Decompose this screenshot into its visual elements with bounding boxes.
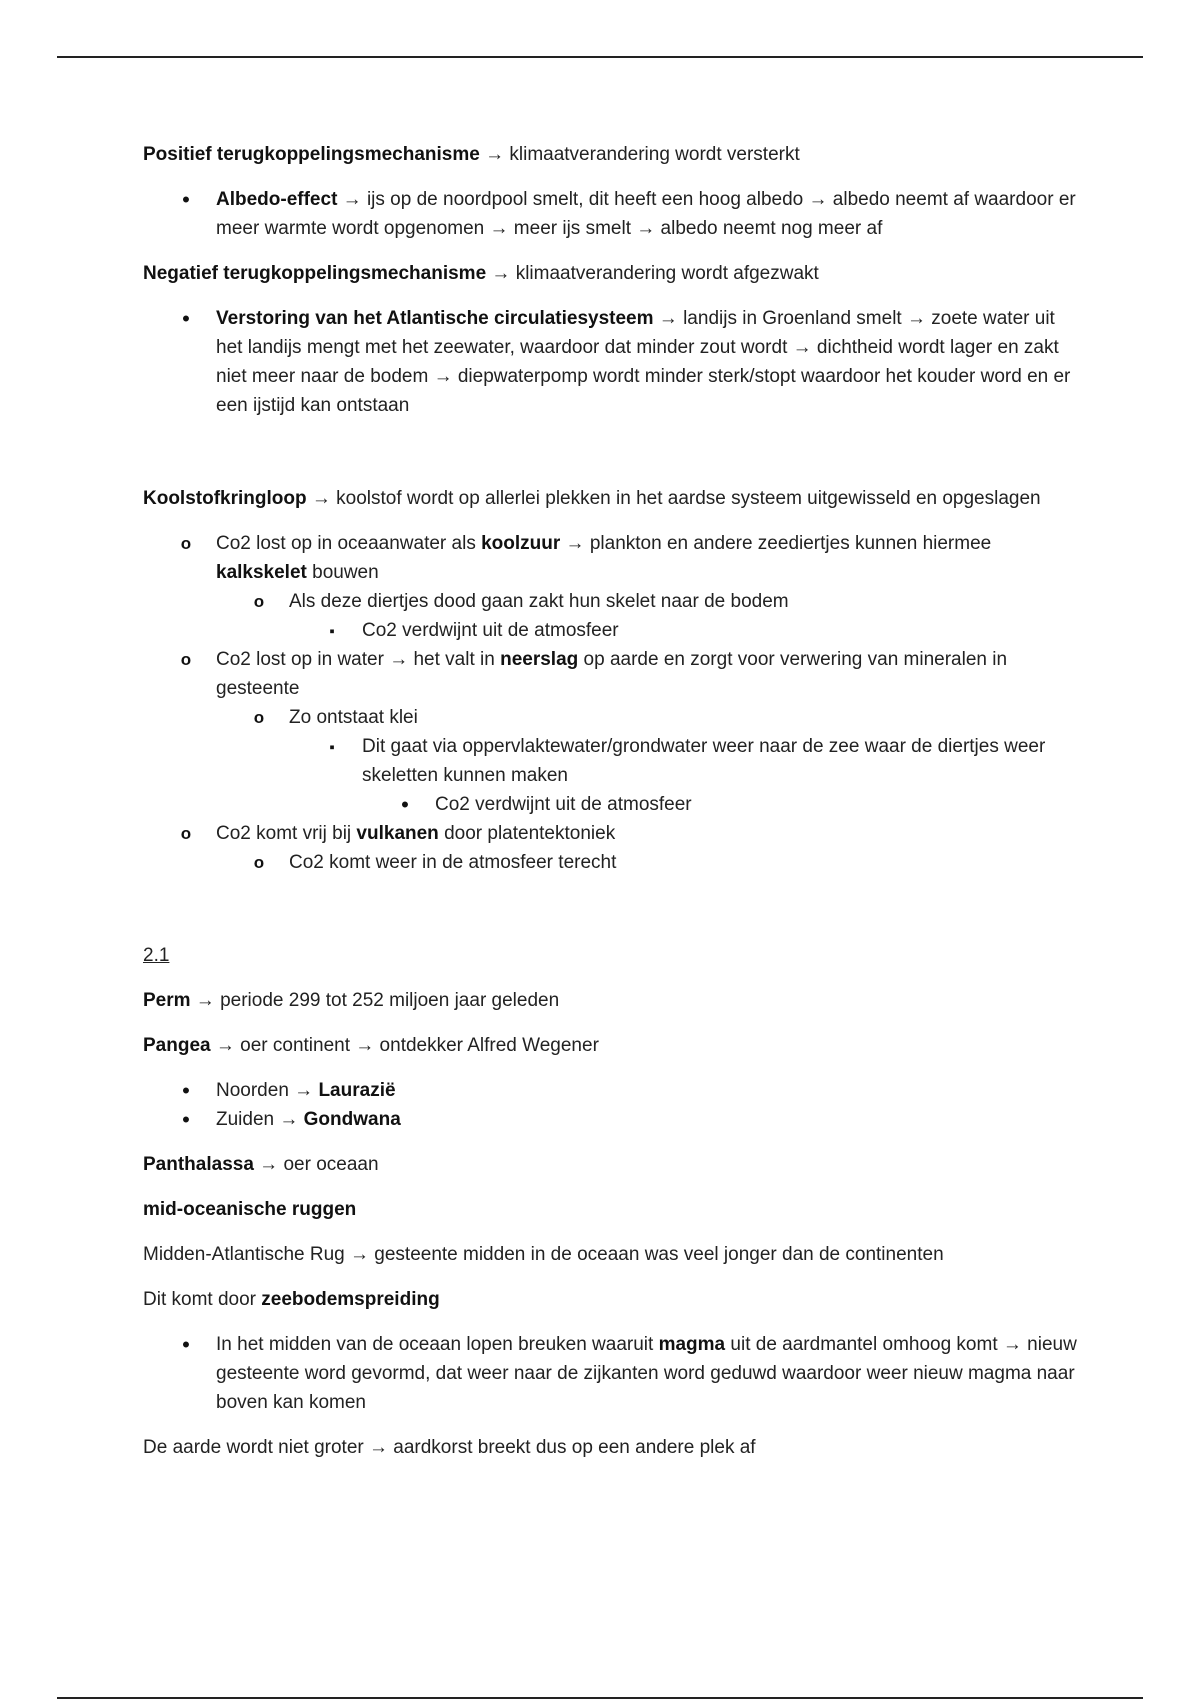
text-run: Midden-Atlantische Rug → gesteente midden in de oceaan was veel jonger dan de continenten (143, 1244, 944, 1265)
bold-term: mid-oceanische ruggen (143, 1199, 357, 1220)
text-run: Co2 verdwijnt uit de atmosfeer (435, 794, 692, 815)
text-run: Als deze diertjes dood gaan zakt hun skelet naar de bodem (289, 591, 789, 612)
text-run: → landijs in Groenland smelt → zoete water uit het landijs mengt met het zeewater, waardoor dat minder zout wordt → dichtheid wordt lager en zakt niet meer naar de bodem → diepwaterpomp wordt minder sterk/stopt waardoor het kouder word en er een ijstijd kan ontstaan (216, 308, 1071, 416)
bullet-bullet-icon (176, 1076, 196, 1107)
text-run: Co2 verdwijnt uit de atmosfeer (362, 620, 619, 641)
bold-term: Perm (143, 990, 191, 1011)
bullet-bullet-icon (176, 185, 196, 216)
section-spacer (143, 893, 1083, 941)
section-spacer (143, 436, 1083, 484)
paragraph (143, 1433, 1083, 1462)
list-item (143, 529, 1083, 587)
text-run: → klimaatverandering wordt versterkt (479, 144, 800, 165)
bullet-bullet-icon (176, 1330, 196, 1361)
circle-bullet-icon (176, 645, 196, 674)
bold-term: neerslag (500, 649, 579, 670)
text-run: → periode 299 tot 252 miljoen jaar geleden (190, 990, 560, 1011)
text-run: → klimaatverandering wordt afgezwakt (486, 263, 819, 284)
bullet-list (143, 1330, 1083, 1417)
text-run: → oer oceaan (253, 1154, 379, 1175)
paragraph (143, 986, 1083, 1015)
bold-term: Gondwana (303, 1109, 401, 1130)
text-run: Noorden → (216, 1080, 319, 1101)
bold-term: Positief terugkoppelingsmechanisme (143, 144, 480, 165)
paragraph (143, 259, 1083, 288)
footer-rule (57, 1697, 1143, 1699)
paragraph (143, 484, 1083, 513)
list-item (143, 790, 1083, 819)
square-bullet-icon (322, 732, 342, 762)
list-item (143, 703, 1083, 732)
paragraph (143, 1031, 1083, 1060)
list-item (143, 848, 1083, 877)
list-item (143, 587, 1083, 616)
section-number (143, 941, 1083, 970)
bullet-list (143, 304, 1083, 420)
bold-term: koolzuur (481, 533, 561, 554)
text-run: Co2 lost op in water → het valt in (216, 649, 501, 670)
list-item (143, 732, 1083, 790)
list-item (143, 645, 1083, 703)
list-item (143, 304, 1083, 420)
bold-term: Verstoring van het Atlantische circulatiesysteem (216, 308, 654, 329)
text-run: De aarde wordt niet groter → aardkorst breekt dus op een andere plek af (143, 1437, 756, 1458)
text-run: door platentektoniek (438, 823, 616, 844)
text-run: → ijs op de noordpool smelt, dit heeft een hoog albedo → albedo neemt af waardoor er meer warmte wordt opgenomen → meer ijs smelt → albedo neemt nog meer af (216, 189, 1076, 239)
circle-bullet-icon (176, 529, 196, 558)
paragraph (143, 140, 1083, 169)
circle-bullet-icon (176, 819, 196, 848)
paragraph (143, 1285, 1083, 1314)
circle-bullet-icon (249, 848, 269, 877)
bullet-bullet-icon (176, 304, 196, 335)
text-run: Co2 komt vrij bij (216, 823, 357, 844)
bullet-list (143, 1076, 1083, 1134)
bold-term: Albedo-effect (216, 189, 338, 210)
text-run: Zo ontstaat klei (289, 707, 418, 728)
text-run: Co2 lost op in oceaanwater als (216, 533, 482, 554)
paragraph (143, 1195, 1083, 1224)
document-body (143, 140, 1083, 1478)
bold-term: Panthalassa (143, 1154, 254, 1175)
bold-term: vulkanen (356, 823, 439, 844)
bullet-bullet-icon (176, 1105, 196, 1136)
text-run: → koolstof wordt op allerlei plekken in het aardse systeem uitgewisseld en opgeslagen (306, 488, 1041, 509)
list-item (143, 185, 1083, 243)
text-run: uit de aardmantel omhoog komt → nieuw gesteente word gevormd, dat weer naar de zijkanten word geduwd waardoor weer nieuw magma naar boven kan komen (216, 1334, 1077, 1413)
text-run: 2.1 (143, 945, 170, 966)
bold-term: Pangea (143, 1035, 211, 1056)
bold-term: zeebodemspreiding (261, 1289, 440, 1310)
text-run: → plankton en andere zeediertjes kunnen hiermee (560, 533, 992, 554)
paragraph (143, 1240, 1083, 1269)
list-item (143, 1330, 1083, 1417)
paragraph (143, 1150, 1083, 1179)
bold-term: Koolstofkringloop (143, 488, 307, 509)
text-run: Dit gaat via oppervlaktewater/grondwater weer naar de zee waar de diertjes weer skeletten kunnen maken (362, 736, 1046, 786)
bold-term: Laurazië (318, 1080, 396, 1101)
bold-term: Negatief terugkoppelingsmechanisme (143, 263, 487, 284)
bullet-list (143, 529, 1083, 877)
text-run: Zuiden → (216, 1109, 304, 1130)
list-item (143, 1076, 1083, 1105)
text-run: Co2 komt weer in de atmosfeer terecht (289, 852, 617, 873)
bold-term: magma (658, 1334, 726, 1355)
bold-term: kalkskelet (216, 562, 307, 583)
text-run: bouwen (306, 562, 379, 583)
circle-bullet-icon (249, 587, 269, 616)
list-item (143, 819, 1083, 848)
text-run: → oer continent → ontdekker Alfred Wegener (210, 1035, 599, 1056)
circle-bullet-icon (249, 703, 269, 732)
text-run: op aarde en zorgt voor verwering van mineralen in gesteente (216, 649, 1008, 699)
header-rule (57, 56, 1143, 58)
list-item (143, 616, 1083, 645)
list-item (143, 1105, 1083, 1134)
square-bullet-icon (322, 616, 342, 646)
bullet-bullet-icon (395, 790, 415, 821)
text-run: In het midden van de oceaan lopen breuken waaruit (216, 1334, 659, 1355)
text-run: Dit komt door (143, 1289, 262, 1310)
bullet-list (143, 185, 1083, 243)
